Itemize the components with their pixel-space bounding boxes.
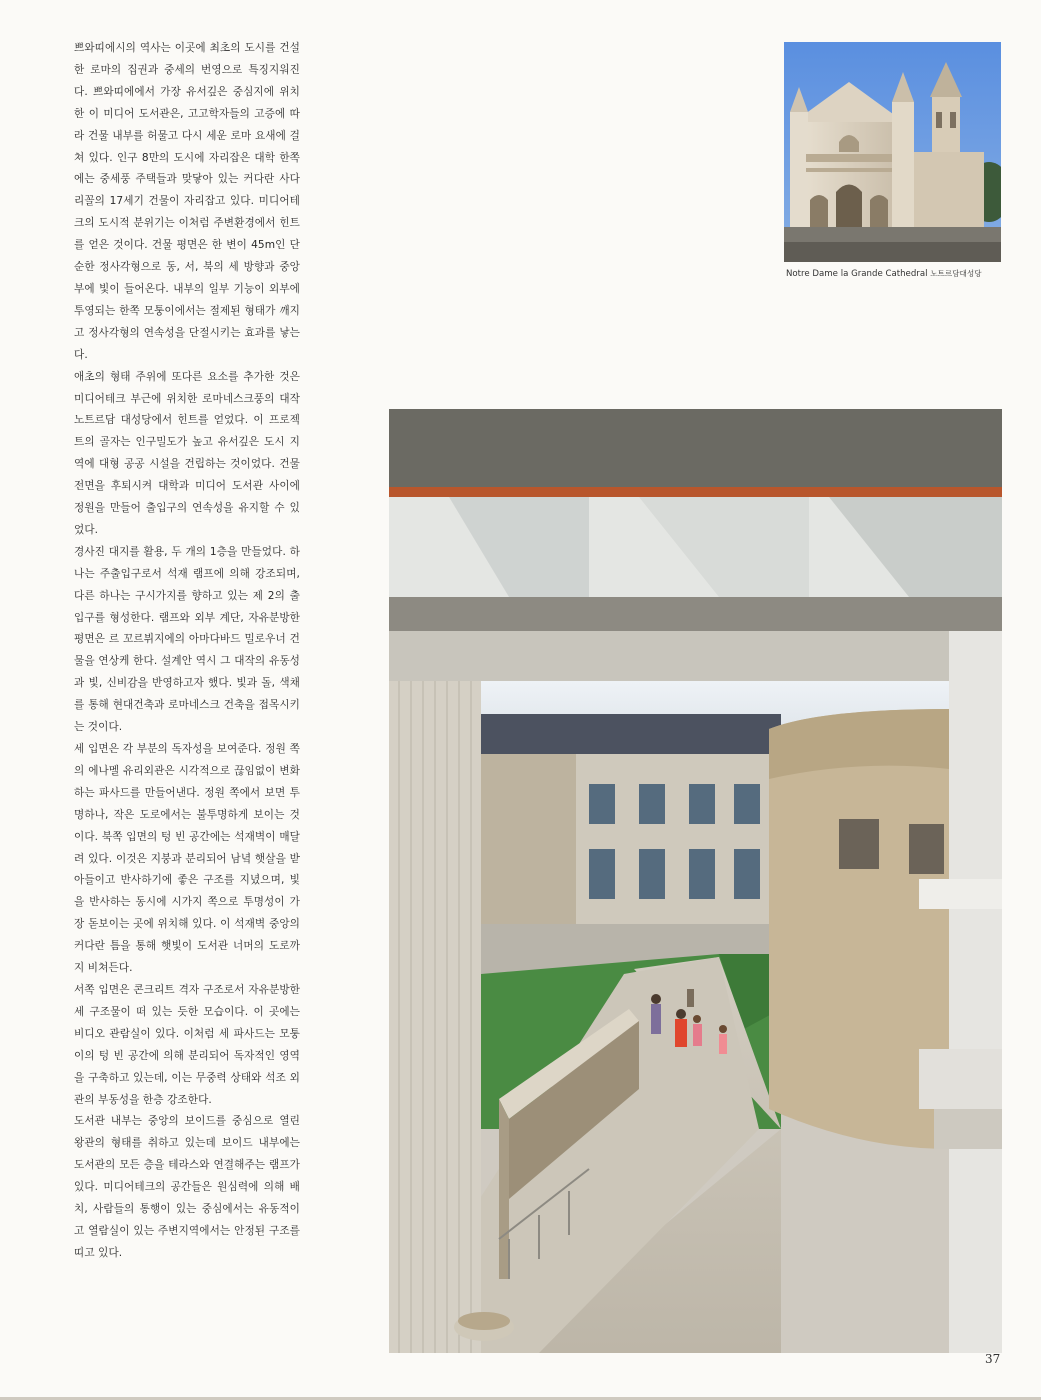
article-paragraph: 서쪽 입면은 콘크리트 격자 구조로서 자유분방한 세 구조물이 떠 있는 듯한 모습이다. 이 곳에는 비디오 관람실이 있다. 이처럼 세 파사드는 모퉁이의 텅 빈 공간에 의해 분리되어 독자적인 영역을 구축하고 있는데, 이는 무중력 상태와 석조 외관의 부동성을 한층 강조한다.: [74, 983, 300, 1106]
page-number: 37: [985, 1352, 1001, 1366]
cathedral-photo: [784, 42, 1001, 262]
article-paragraph: 애초의 형태 주위에 또다른 요소를 추가한 것은 미디어테크 부근에 위치한 로마네스크풍의 대작 노트르담 대성당에서 힌트를 얻었다. 이 프로젝트의 골자는 인구밀도가 높고 유서깊은 도시 지역에 대형 공공 시설을 건립하는 것이었다. 건물 전면을 후퇴시켜 대학과 미디어 도서관 사이에 정원을 만들어 출입구의 연속성을 유지할 수 있었다.: [74, 370, 300, 536]
article-paragraph: 세 입면은 각 부분의 독자성을 보여준다. 정원 쪽의 에나멜 유리외관은 시각적으로 끊임없이 변화하는 파사드를 만들어낸다. 정원 쪽에서 보면 투명하나, 작은 도로에서는 불투명하게 보이는 것이다. 북쪽 입면의 텅 빈 공간에는 석재벽이 매달려 있다. 이것은 지붕과 분리되어 남녘 햇살을 받아들이고 반사하기에 좋은 구조를 지녔으며, 빛을 반사하는 동시에 시가지 쪽으로 투명성이 가장 돋보이는 곳에 위치해 있다. 이 석재벽 중앙의 커다란 틈을 통해 햇빛이 도서관 너머의 도로까지 비쳐든다.: [74, 743, 300, 975]
caption-english: Notre Dame la Grande Cathedral: [786, 269, 928, 279]
courtyard-illustration: [389, 409, 1002, 1353]
courtyard-photo: [389, 409, 1002, 1353]
article-paragraph: 쁘와띠에시의 역사는 이곳에 최초의 도시를 건설한 로마의 집권과 중세의 번영으로 특징지워진다. 쁘와띠에에서 가장 유서깊은 중심지에 위치한 이 미디어 도서관은, 고고학자들의 고증에 따라 건물 내부를 허물고 다시 세운 로마 요새에 걸쳐 있다. 인구 8만의 도시에 자리잡은 대학 한쪽에는 중세풍 주택들과 맞닿아 있는 커다란 사다리꼴의 17세기 건물이 자리잡고 있다. 미디어테크의 도시적 분위기는 이처럼 주변환경에서 힌트를 얻은 것이다. 건물 평면은 한 변이 45m인 단순한 정사각형으로 동, 서, 북의 세 방향과 중앙부에 빛이 들어온다. 내부의 일부 기능이 외부에 투영되는 한쪽 모퉁이에서는 절제된 형태가 깨지고 정사각형의 연속성을 단절시키는 효과를 낳는다.: [74, 42, 300, 361]
article-paragraph: 경사진 대지를 활용, 두 개의 1층을 만들었다. 하나는 주출입구로서 석재 램프에 의해 강조되며, 다른 하나는 구시가지를 향하고 있는 제 2의 출입구를 형성한다. 램프와 외부 계단, 자유분방한 평면은 르 꼬르뷔지에의 아마다바드 밀로우너 건물을 연상케 한다. 설계안 역시 그 대작의 유동성과 빛, 신비감을 반영하고자 했다. 빛과 돌, 색채를 통해 현대건축과 로마네스크 건축을 접목시키는 것이다.: [74, 545, 300, 734]
caption-korean: 노트르담대성당: [930, 269, 982, 278]
cathedral-illustration: [784, 42, 1001, 262]
cathedral-caption: [786, 268, 1016, 279]
article-paragraph: 도서관 내부는 중앙의 보이드를 중심으로 열린 왕관의 형태를 취하고 있는데 보이드 내부에는 도서관의 모든 층을 테라스와 연결해주는 램프가 있다. 미디어테크의 공간들은 원심력에 의해 배치, 사람들의 통행이 있는 중심에서는 유동적이고 열람실이 있는 주변지역에서는 안정된 구조를 띠고 있다.: [74, 1115, 300, 1259]
article-text-column: [74, 38, 300, 1265]
